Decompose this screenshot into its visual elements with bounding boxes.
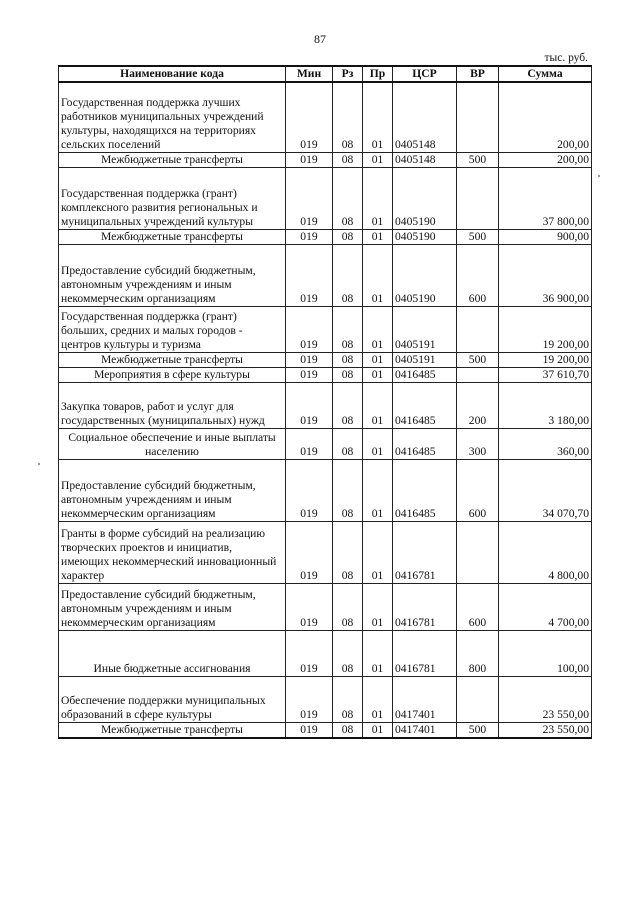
cell-pr: 01 — [363, 583, 393, 630]
cell-pr: 01 — [363, 676, 393, 722]
cell-min: 019 — [286, 382, 333, 428]
cell-min: 019 — [286, 352, 333, 367]
table-row — [59, 167, 592, 229]
cell-csr: 0405190 — [393, 167, 457, 229]
cell-sum: 37 800,00 — [499, 167, 592, 229]
cell-pr: 01 — [363, 167, 393, 229]
scan-speck — [598, 175, 600, 177]
cell-name: Иные бюджетные ассигнования — [59, 630, 286, 676]
table-row — [59, 244, 592, 306]
table-row — [59, 152, 592, 167]
table-row — [59, 722, 592, 738]
cell-sum: 36 900,00 — [499, 244, 592, 306]
table-row — [59, 229, 592, 244]
cell-sum: 23 550,00 — [499, 676, 592, 722]
cell-vr: 600 — [457, 583, 499, 630]
cell-sum: 100,00 — [499, 630, 592, 676]
header-name: Наименование кода — [59, 66, 286, 82]
cell-csr: 0417401 — [393, 676, 457, 722]
cell-vr — [457, 82, 499, 152]
cell-rz: 08 — [333, 722, 363, 738]
cell-vr: 300 — [457, 428, 499, 459]
header-min: Мин — [286, 66, 333, 82]
cell-vr: 500 — [457, 152, 499, 167]
cell-rz: 08 — [333, 459, 363, 521]
table-row — [59, 306, 592, 352]
cell-rz: 08 — [333, 352, 363, 367]
cell-name: Межбюджетные трансферты — [59, 352, 286, 367]
cell-pr: 01 — [363, 82, 393, 152]
cell-pr: 01 — [363, 722, 393, 738]
cell-rz: 08 — [333, 428, 363, 459]
cell-csr: 0416485 — [393, 428, 457, 459]
cell-pr: 01 — [363, 152, 393, 167]
scan-speck — [38, 463, 40, 465]
cell-csr: 0416781 — [393, 630, 457, 676]
cell-csr: 0405191 — [393, 306, 457, 352]
cell-sum: 4 700,00 — [499, 583, 592, 630]
cell-min: 019 — [286, 630, 333, 676]
cell-min: 019 — [286, 428, 333, 459]
cell-pr: 01 — [363, 459, 393, 521]
cell-sum: 3 180,00 — [499, 382, 592, 428]
table-row — [59, 459, 592, 521]
cell-rz: 08 — [333, 382, 363, 428]
cell-rz: 08 — [333, 306, 363, 352]
cell-vr: 600 — [457, 459, 499, 521]
budget-table — [58, 65, 592, 739]
cell-name: Государственная поддержка (грант) больших, средних и малых городов - центров культуры и туризма — [59, 306, 286, 352]
table-header-row — [59, 66, 592, 82]
cell-vr: 600 — [457, 244, 499, 306]
table-row — [59, 82, 592, 152]
cell-rz: 08 — [333, 167, 363, 229]
cell-rz: 08 — [333, 152, 363, 167]
table-row — [59, 521, 592, 583]
cell-pr: 01 — [363, 630, 393, 676]
cell-vr: 500 — [457, 229, 499, 244]
units-label: тыс. руб. — [544, 52, 588, 64]
header-rz: Рз — [333, 66, 363, 82]
cell-rz: 08 — [333, 521, 363, 583]
cell-csr: 0405148 — [393, 82, 457, 152]
cell-pr: 01 — [363, 521, 393, 583]
cell-sum: 200,00 — [499, 152, 592, 167]
cell-name: Предоставление субсидий бюджетным, автономным учреждениям и иным некоммерческим организациям — [59, 459, 286, 521]
cell-name: Государственная поддержка (грант) комплексного развития региональных и муниципальных учреждений культуры — [59, 167, 286, 229]
cell-vr: 200 — [457, 382, 499, 428]
cell-min: 019 — [286, 722, 333, 738]
cell-min: 019 — [286, 521, 333, 583]
cell-name: Обеспечение поддержки муниципальных образований в сфере культуры — [59, 676, 286, 722]
cell-pr: 01 — [363, 382, 393, 428]
header-csr: ЦСР — [393, 66, 457, 82]
cell-sum: 360,00 — [499, 428, 592, 459]
header-pr: Пр — [363, 66, 393, 82]
header-vr: ВР — [457, 66, 499, 82]
cell-pr: 01 — [363, 367, 393, 382]
cell-name: Гранты в форме субсидий на реализацию творческих проектов и инициатив, имеющих некоммерческий инновационный характер — [59, 521, 286, 583]
cell-sum: 23 550,00 — [499, 722, 592, 738]
cell-vr: 500 — [457, 352, 499, 367]
cell-min: 019 — [286, 676, 333, 722]
cell-csr: 0416781 — [393, 521, 457, 583]
cell-min: 019 — [286, 306, 333, 352]
cell-pr: 01 — [363, 229, 393, 244]
table-row — [59, 428, 592, 459]
cell-name: Предоставление субсидий бюджетным, автономным учреждениям и иным некоммерческим организациям — [59, 583, 286, 630]
cell-vr — [457, 676, 499, 722]
cell-name: Предоставление субсидий бюджетным, автономным учреждениям и иным некоммерческим организациям — [59, 244, 286, 306]
cell-min: 019 — [286, 152, 333, 167]
cell-csr: 0417401 — [393, 722, 457, 738]
cell-csr: 0416485 — [393, 367, 457, 382]
cell-min: 019 — [286, 367, 333, 382]
cell-rz: 08 — [333, 676, 363, 722]
page-number: 87 — [314, 32, 326, 46]
cell-pr: 01 — [363, 244, 393, 306]
cell-min: 019 — [286, 229, 333, 244]
cell-name: Межбюджетные трансферты — [59, 722, 286, 738]
cell-csr: 0405191 — [393, 352, 457, 367]
cell-pr: 01 — [363, 428, 393, 459]
cell-min: 019 — [286, 167, 333, 229]
table-row — [59, 367, 592, 382]
table-row — [59, 382, 592, 428]
cell-csr: 0405148 — [393, 152, 457, 167]
cell-csr: 0405190 — [393, 229, 457, 244]
cell-rz: 08 — [333, 229, 363, 244]
cell-csr: 0416485 — [393, 459, 457, 521]
cell-rz: 08 — [333, 583, 363, 630]
cell-sum: 4 800,00 — [499, 521, 592, 583]
cell-csr: 0416485 — [393, 382, 457, 428]
cell-vr — [457, 167, 499, 229]
table-row — [59, 630, 592, 676]
cell-vr: 500 — [457, 722, 499, 738]
cell-min: 019 — [286, 244, 333, 306]
header-sum: Сумма — [499, 66, 592, 82]
cell-csr: 0416781 — [393, 583, 457, 630]
cell-vr — [457, 521, 499, 583]
cell-name: Государственная поддержка лучших работников муниципальных учреждений культуры, находящихся на территориях сельских поселений — [59, 82, 286, 152]
table-row — [59, 352, 592, 367]
cell-pr: 01 — [363, 352, 393, 367]
cell-min: 019 — [286, 459, 333, 521]
cell-rz: 08 — [333, 630, 363, 676]
cell-sum: 19 200,00 — [499, 306, 592, 352]
cell-vr — [457, 367, 499, 382]
cell-pr: 01 — [363, 306, 393, 352]
cell-sum: 19 200,00 — [499, 352, 592, 367]
table-row — [59, 583, 592, 630]
cell-min: 019 — [286, 82, 333, 152]
cell-vr — [457, 306, 499, 352]
cell-name: Социальное обеспечение и иные выплаты населению — [59, 428, 286, 459]
cell-csr: 0405190 — [393, 244, 457, 306]
cell-sum: 37 610,70 — [499, 367, 592, 382]
cell-name: Межбюджетные трансферты — [59, 229, 286, 244]
table-row — [59, 676, 592, 722]
cell-sum: 900,00 — [499, 229, 592, 244]
cell-sum: 34 070,70 — [499, 459, 592, 521]
cell-name: Мероприятия в сфере культуры — [59, 367, 286, 382]
cell-name: Межбюджетные трансферты — [59, 152, 286, 167]
cell-vr: 800 — [457, 630, 499, 676]
cell-sum: 200,00 — [499, 82, 592, 152]
cell-name: Закупка товаров, работ и услуг для государственных (муниципальных) нужд — [59, 382, 286, 428]
cell-rz: 08 — [333, 82, 363, 152]
cell-rz: 08 — [333, 244, 363, 306]
cell-rz: 08 — [333, 367, 363, 382]
cell-min: 019 — [286, 583, 333, 630]
table-body — [59, 82, 592, 738]
